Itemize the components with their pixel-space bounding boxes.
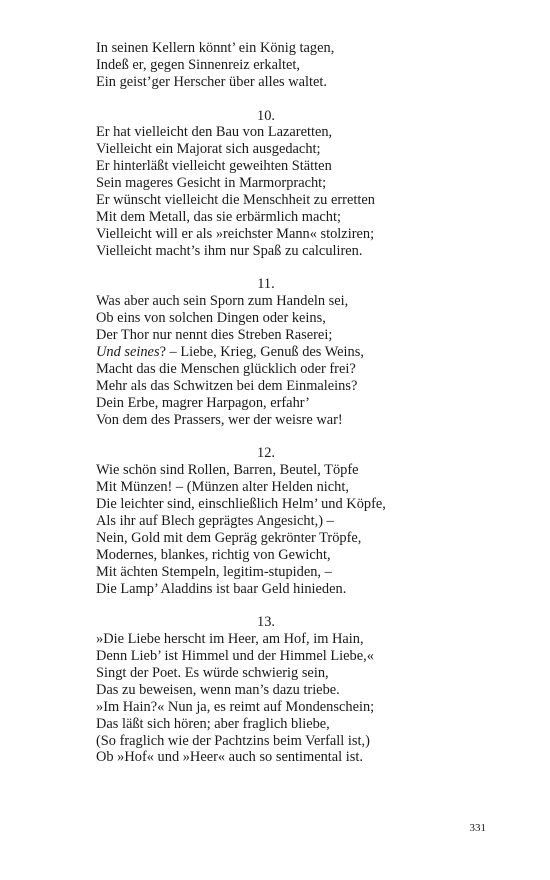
verse-line: Singt der Poet. Es würde schwierig sein,	[96, 664, 329, 681]
verse-line: Die Lamp’ Aladdins ist baar Geld hinieden.	[96, 580, 347, 597]
verse-line: Denn Lieb’ ist Himmel und der Himmel Liebe,«	[96, 648, 374, 665]
verse-line: Ob »Hof« und »Heer« auch so sentimental ist.	[96, 749, 363, 766]
verse-line: Vielleicht will er als »reichster Mann« stolziren;	[96, 225, 375, 242]
stanza-11	[96, 276, 436, 428]
poem-text	[96, 40, 436, 766]
verse-line: »Im Hain?« Nun ja, es reimt auf Mondenschein;	[96, 698, 375, 715]
verse-line: Mit ächten Stempeln, legitim-stupiden, –	[96, 563, 332, 580]
verse-line: Wie schön sind Rollen, Barren, Beutel, Töpfe	[96, 462, 359, 479]
italic-phrase: Und seines	[96, 344, 160, 361]
stanza-number: 13.	[257, 614, 275, 631]
verse-line: Das zu beweisen, wenn man’s dazu triebe.	[96, 681, 340, 698]
verse-line: Mehr als das Schwitzen bei dem Einmaleins?	[96, 377, 358, 394]
verse-line: Vielleicht macht’s ihm nur Spaß zu calculiren.	[96, 242, 363, 259]
intro-fragment	[96, 40, 436, 91]
verse-line: Er hinterläßt vielleicht geweihten Stätten	[96, 158, 332, 175]
stanza-10	[96, 108, 436, 260]
verse-line: Als ihr auf Blech geprägtes Angesicht,) –	[96, 512, 334, 529]
verse-line: Sein mageres Gesicht in Marmorpracht;	[96, 175, 327, 192]
stanza-gap	[96, 428, 436, 445]
verse-line-rest: ? – Liebe, Krieg, Genuß des Weins,	[159, 344, 364, 361]
stanza-gap	[96, 91, 436, 108]
verse-line: Das läßt sich hören; aber fraglich bliebe,	[96, 715, 330, 732]
verse-line: Ein geist’ger Herscher über alles waltet.	[96, 73, 327, 90]
verse-line: Die leichter sind, einschließlich Helm’ und Köpfe,	[96, 496, 386, 513]
verse-line: Von dem des Prassers, wer der weisre war!	[96, 411, 343, 428]
verse-line: Mit dem Metall, das sie erbärmlich macht;	[96, 208, 341, 225]
verse-line: Macht das die Menschen glücklich oder frei?	[96, 360, 356, 377]
stanza-gap	[96, 260, 436, 277]
verse-line: Dein Erbe, magrer Harpagon, erfahr’	[96, 394, 310, 411]
verse-line: In seinen Kellern könnt’ ein König tagen,	[96, 40, 335, 56]
verse-line-mixed	[96, 344, 436, 361]
stanza-number: 12.	[257, 445, 275, 462]
stanza-13	[96, 614, 436, 766]
verse-line: Nein, Gold mit dem Gepräg gekrönter Tröpfe,	[96, 529, 362, 546]
stanza-12	[96, 445, 436, 597]
verse-line: Der Thor nur nennt dies Streben Raserei;	[96, 327, 333, 344]
verse-line: Ob eins von solchen Dingen oder keins,	[96, 310, 326, 327]
stanza-number: 11.	[257, 276, 275, 293]
verse-line: Er wünscht vielleicht die Menschheit zu erretten	[96, 192, 375, 209]
verse-line: (So fraglich wie der Pachtzins beim Verfall ist,)	[96, 732, 370, 749]
verse-line: »Die Liebe herscht im Heer, am Hof, im Hain,	[96, 631, 364, 648]
page-number: 331	[469, 822, 486, 834]
stanza-number: 10.	[257, 107, 275, 124]
verse-line: Was aber auch sein Sporn zum Handeln sei,	[96, 293, 349, 310]
verse-line: Er hat vielleicht den Bau von Lazaretten,	[96, 124, 333, 141]
verse-line: Indeß er, gegen Sinnenreiz erkaltet,	[96, 56, 300, 73]
verse-line: Mit Münzen! – (Münzen alter Helden nicht,	[96, 479, 349, 496]
verse-line: Modernes, blankes, richtig von Gewicht,	[96, 546, 331, 563]
verse-line: Vielleicht ein Majorat sich ausgedacht;	[96, 141, 321, 158]
stanza-gap	[96, 597, 436, 614]
